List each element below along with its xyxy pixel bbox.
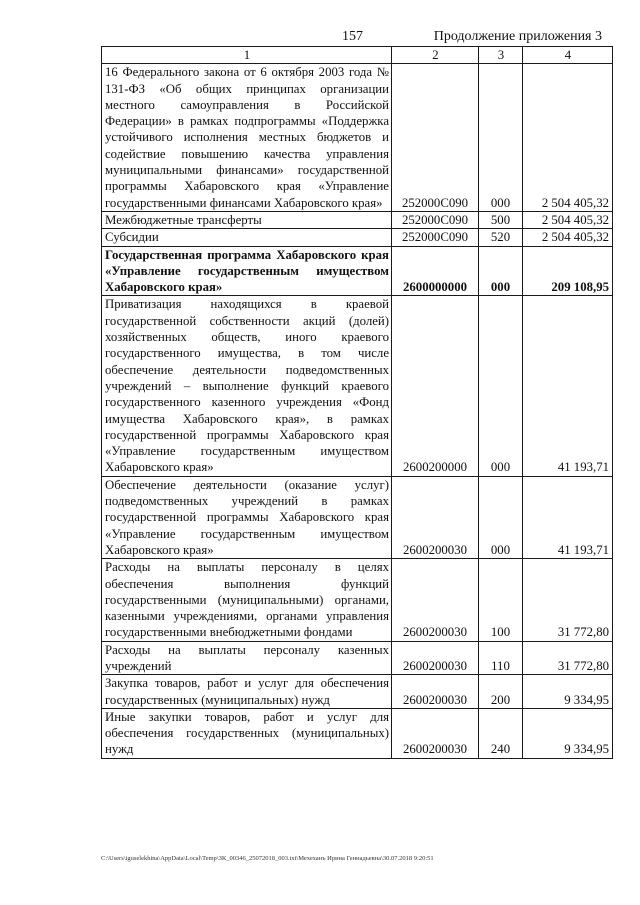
- row-expense-type: 200: [479, 675, 523, 709]
- row-target-code: 2600200030: [392, 641, 479, 675]
- table-row: [102, 229, 613, 246]
- column-header-4: 4: [523, 47, 613, 64]
- table-row: [102, 296, 613, 476]
- table-row: [102, 64, 613, 212]
- row-description: Расходы на выплаты персоналу в целях обеспечения выполнения функций государственными (муниципальными) органами, казенными учреждениями, органами управления государственными внебюджетными фондами: [102, 559, 392, 641]
- table-row: [102, 641, 613, 675]
- row-description: Расходы на выплаты персоналу казенных учреждений: [102, 641, 392, 675]
- continuation-title: Продолжение приложения 3: [433, 29, 602, 44]
- row-target-code: 2600200030: [392, 476, 479, 558]
- table-row: [102, 708, 613, 758]
- row-target-code: 252000С090: [392, 64, 479, 212]
- row-description: Государственная программа Хабаровского края «Управление государственным имуществом Хабаровского края»: [102, 246, 392, 296]
- row-description: Приватизация находящихся в краевой государственной собственности акций (долей) хозяйственных обществ, иного краевого государственного имущества, в том числе обеспечение деятельности подведомственных учреждений – выполнение функций краевого государственного казенного учреждения «Фонд имущества Хабаровского края», в рамках государственной программы Хабаровского края «Управление государственным имуществом Хабаровского края»: [102, 296, 392, 476]
- row-target-code: 2600200030: [392, 559, 479, 641]
- table-row: [102, 211, 613, 228]
- row-expense-type: 000: [479, 246, 523, 296]
- row-amount: 41 193,71: [523, 296, 613, 476]
- table-row: [102, 675, 613, 709]
- row-description: 16 Федерального закона от 6 октября 2003 года № 131-ФЗ «Об общих принципах организации местного самоуправления в Российской Федерации» в рамках подпрограммы «Поддержка устойчивого исполнения местных бюджетов и содействие повышению качества управления муниципальными финансами» государственной программы Хабаровского края «Управление государственными финансами Хабаровского края»: [102, 64, 392, 212]
- row-description: Закупка товаров, работ и услуг для обеспечения государственных (муниципальных) нужд: [102, 675, 392, 709]
- table-row: [102, 476, 613, 558]
- row-expense-type: 000: [479, 296, 523, 476]
- row-description: Межбюджетные трансферты: [102, 211, 392, 228]
- page-number: 157: [342, 29, 363, 44]
- table-header-row: [102, 47, 613, 64]
- row-target-code: 252000С090: [392, 211, 479, 228]
- row-amount: 31 772,80: [523, 641, 613, 675]
- row-amount: 41 193,71: [523, 476, 613, 558]
- row-expense-type: 000: [479, 64, 523, 212]
- row-amount: 2 504 405,32: [523, 64, 613, 212]
- row-expense-type: 100: [479, 559, 523, 641]
- row-amount: 2 504 405,32: [523, 211, 613, 228]
- row-target-code: 252000С090: [392, 229, 479, 246]
- table-row: [102, 246, 613, 296]
- row-target-code: 2600200030: [392, 675, 479, 709]
- row-description: Обеспечение деятельности (оказание услуг) подведомственных учреждений в рамках государственной программы Хабаровского края «Управление государственным имуществом Хабаровского края»: [102, 476, 392, 558]
- row-target-code: 2600200030: [392, 708, 479, 758]
- row-target-code: 2600000000: [392, 246, 479, 296]
- table-body: [102, 47, 613, 759]
- row-expense-type: 500: [479, 211, 523, 228]
- row-amount: 9 334,95: [523, 708, 613, 758]
- row-expense-type: 110: [479, 641, 523, 675]
- row-target-code: 2600200000: [392, 296, 479, 476]
- row-expense-type: 240: [479, 708, 523, 758]
- appendix-table: [101, 46, 613, 759]
- row-amount: 31 772,80: [523, 559, 613, 641]
- row-expense-type: 000: [479, 476, 523, 558]
- row-description: Субсидии: [102, 229, 392, 246]
- file-path-footer: C:\Users\iguselekhina\AppData\Local\Temp\ЗК_00346_25072018_003.txt\Мехеханъ Ирина Геннадьевна\30.07.2018 9:20:51: [101, 855, 434, 862]
- column-header-2: 2: [392, 47, 479, 64]
- row-description: Иные закупки товаров, работ и услуг для обеспечения государственных (муниципальных) нужд: [102, 708, 392, 758]
- column-header-1: 1: [102, 47, 392, 64]
- column-header-3: 3: [479, 47, 523, 64]
- row-amount: 9 334,95: [523, 675, 613, 709]
- table-row: [102, 559, 613, 641]
- row-expense-type: 520: [479, 229, 523, 246]
- row-amount: 209 108,95: [523, 246, 613, 296]
- row-amount: 2 504 405,32: [523, 229, 613, 246]
